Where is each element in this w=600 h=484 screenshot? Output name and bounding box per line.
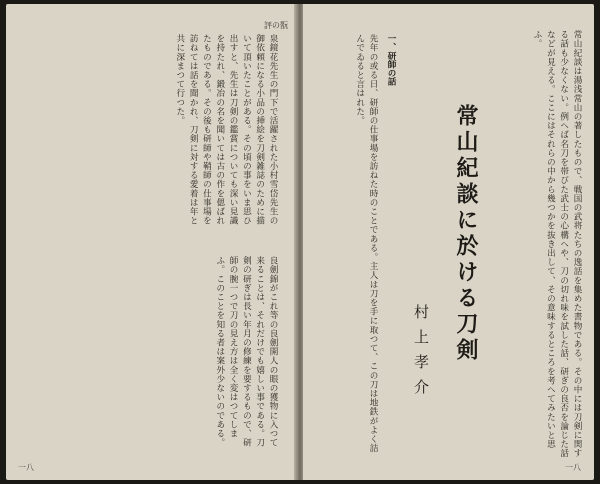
page-number: 一八 [565,463,581,472]
lower-text-block: 良劍錦がこれ等の良劍開人の眼の獲物に入つて来ることは、それだけでも嬉しい事である。刀剣の研ぎは長い年月の修練を要するもので、研師の腕一つで刀の見え方は全く変はつてしまふ。このことを知る者は案外少ないのである。 [214,256,278,448]
running-head: 評の翫 [264,21,288,30]
article-title: 常山紀談に於ける刀剣 [453,104,479,364]
section-text: 先年の或る日、研師の仕事場を訪ねた時のことである。主人は刀を手に取つて、この刀は地鉄がよく詰んでゐると言はれた。 [354,34,378,453]
upper-text-block: 泉鏡花先生の門下で活躍された小村雪岱先生の御依頼になる小品の挿絵を刀剣雑誌のために描いて頂いたことがある。その頃の事をいま思ひ出すと、先生は刀剣の鑑賞についても深い見識を持たれ、鍛冶の名を聞いては古の作を偲ばれたものである。その後も研師や鞘師の仕事場を訪ねては話を聞かれ、刀剣に対する愛着は年と共に深まつて行つた。 [174,34,278,226]
section-heading: 一、研師の話 [386,34,396,86]
body-text: 常山紀談は湯浅常山の著したもので、戦国の武将たちの逸話を集めた書物である。その中には刀剣に関する話も少なくない。例へば名刀を帯びた武士の心構へや、刀の切れ味を試した話、研ぎの良否を論じた話などが見える。ここにはそれらの中から幾つかを抜き出して、その意味するところを考へてみたいと思ふ。 [532,30,582,458]
article-author: 村上孝介 [412,304,430,404]
page-number: 一八 [18,463,34,472]
right-page [303,4,594,480]
left-page [6,4,297,480]
